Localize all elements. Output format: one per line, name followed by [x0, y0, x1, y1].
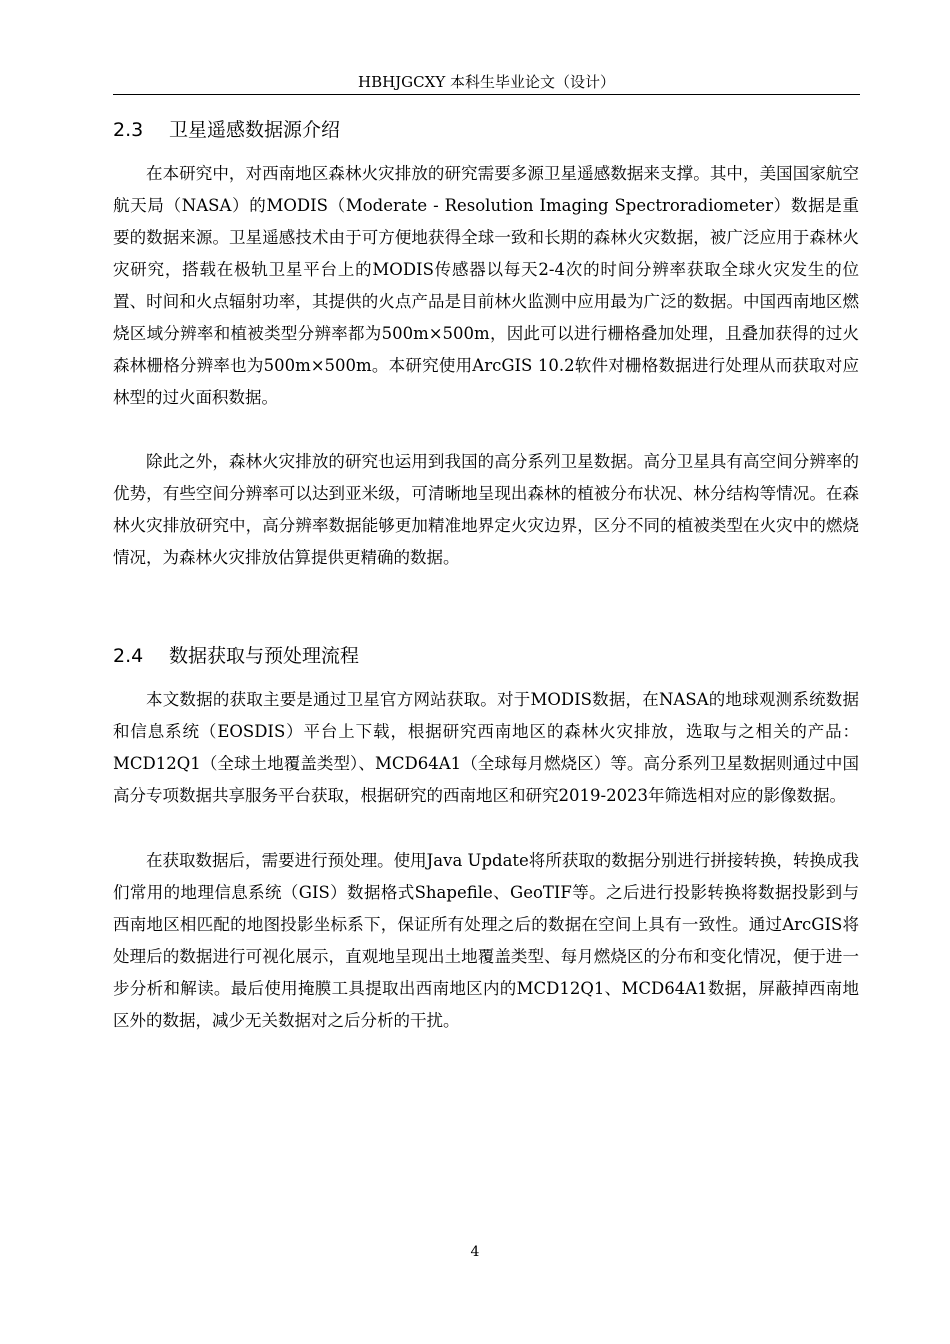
section-number: 2.4: [113, 645, 144, 667]
section-heading-2-4: [113, 642, 359, 670]
section-number: 2.3: [113, 119, 144, 141]
page-header: HBHJGCXY 本科生毕业论文（设计）: [113, 70, 860, 95]
paragraph: 在获取数据后，需要进行预处理。使用Java Update将所获取的数据分别进行拼接转换，转换成我们常用的地理信息系统（GIS）数据格式Shapefile、GeoTIF等。之后进行投影转换将数据投影到与西南地区相匹配的地图投影坐标系下，保证所有处理之后的数据在空间上具有一致性。通过ArcGIS将处理后的数据进行可视化展示，直观地呈现出土地覆盖类型、每月燃烧区的分布和变化情况，便于进一步分析和解读。最后使用掩膜工具提取出西南地区内的MCD12Q1、MCD64A1数据，屏蔽掉西南地区外的数据，减少无关数据对之后分析的干扰。: [113, 851, 859, 1030]
section-title: 卫星遥感数据源介绍: [169, 119, 341, 141]
section-title: 数据获取与预处理流程: [169, 645, 360, 667]
paragraph: 除此之外，森林火灾排放的研究也运用到我国的高分系列卫星数据。高分卫星具有高空间分辨率的优势，有些空间分辨率可以达到亚米级，可清晰地呈现出森林的植被分布状况、林分结构等情况。在森林火灾排放研究中，高分辨率数据能够更加精准地界定火灾边界，区分不同的植被类型在火灾中的燃烧情况，为森林火灾排放估算提供更精确的数据。: [113, 452, 859, 567]
page-number: 4: [470, 1244, 480, 1260]
paragraph: 本文数据的获取主要是通过卫星官方网站获取。对于MODIS数据，在NASA的地球观测系统数据和信息系统（EOSDIS）平台上下载，根据研究西南地区的森林火灾排放，选取与之相关的产品：MCD12Q1（全球土地覆盖类型）、MCD64A1（全球每月燃烧区）等。高分系列卫星数据则通过中国高分专项数据共享服务平台获取，根据研究的西南地区和研究2019-2023年筛选相对应的影像数据。: [113, 690, 859, 805]
paragraph: 在本研究中，对西南地区森林火灾排放的研究需要多源卫星遥感数据来支撑。其中，美国国家航空航天局（NASA）的MODIS（Moderate - Resolution Imaging Spectroradiometer）数据是重要的数据来源。卫星遥感技术由于可方便地获得全球一致和长期的森林火灾数据，被广泛应用于森林火灾研究，搭载在极轨卫星平台上的MODIS传感器以每天2-4次的时间分辨率获取全球火灾发生的位置、时间和火点辐射功率，其提供的火点产品是目前林火监测中应用最为广泛的数据。中国西南地区燃烧区域分辨率和植被类型分辨率都为500m×500m，因此可以进行栅格叠加处理，且叠加获得的过火森林栅格分辨率也为500m×500m。本研究使用ArcGIS 10.2软件对栅格数据进行处理从而获取对应林型的过火面积数据。: [113, 164, 859, 407]
section-heading-2-3: [113, 116, 340, 144]
